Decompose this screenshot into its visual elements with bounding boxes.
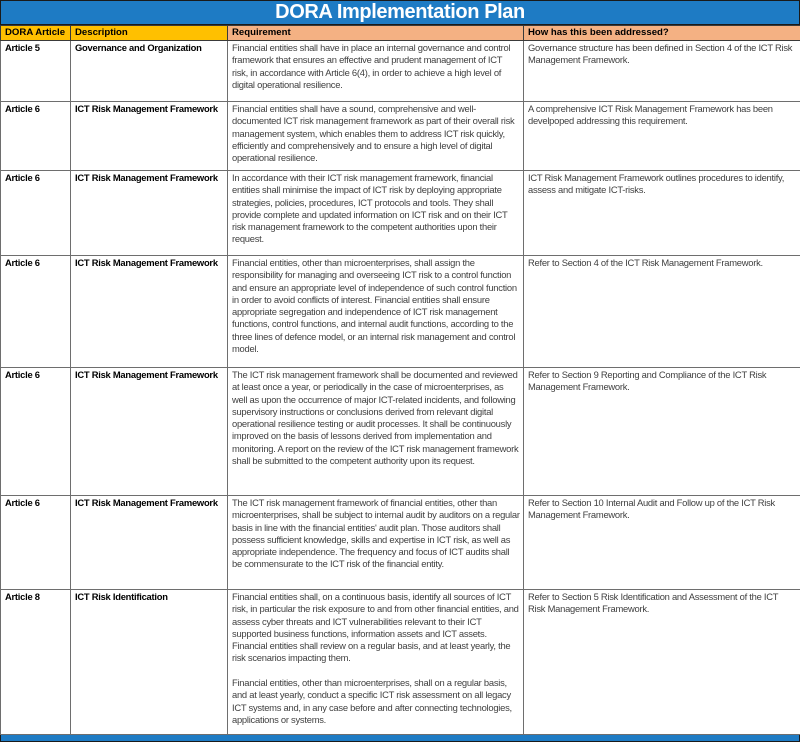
title-bar bbox=[0, 0, 800, 25]
paragraph: ICT Risk Management Framework bbox=[75, 257, 224, 269]
requirement-cell bbox=[228, 171, 524, 256]
paragraph: Governance structure has been defined in Section 4 of the ICT Risk Management Framework. bbox=[528, 42, 797, 67]
paragraph: Refer to Section 5 Risk Identification and Assessment of the ICT Risk Management Framework. bbox=[528, 591, 797, 616]
description-cell bbox=[71, 590, 228, 735]
col-header-article: DORA Article bbox=[1, 26, 71, 41]
addressed-cell bbox=[524, 368, 800, 496]
table-row bbox=[1, 256, 800, 368]
paragraph: ICT Risk Management Framework bbox=[75, 172, 224, 184]
table-row bbox=[1, 590, 800, 735]
table-body bbox=[1, 41, 800, 735]
paragraph: A comprehensive ICT Risk Management Framework has been develpoped addressing this requirement. bbox=[528, 103, 797, 128]
description-cell bbox=[71, 496, 228, 590]
table-row bbox=[1, 41, 800, 102]
requirement-cell bbox=[228, 256, 524, 368]
paragraph: Governance and Organization bbox=[75, 42, 224, 54]
addressed-cell bbox=[524, 496, 800, 590]
addressed-cell bbox=[524, 590, 800, 735]
requirement-cell bbox=[228, 102, 524, 171]
paragraph: Article 5 bbox=[5, 42, 67, 54]
paragraph: Article 6 bbox=[5, 257, 67, 269]
table-header-row bbox=[1, 26, 800, 41]
description-cell bbox=[71, 368, 228, 496]
table-row bbox=[1, 368, 800, 496]
page-title: DORA Implementation Plan bbox=[275, 1, 525, 24]
paragraph: Article 6 bbox=[5, 497, 67, 509]
paragraph: Article 8 bbox=[5, 591, 67, 603]
paragraph: Financial entities shall have in place an internal governance and control framework that ensures an effective and prudent management of ICT risk, in accordance with Article 6(4), in order to achieve a high level of digital operational resilience. bbox=[232, 42, 520, 91]
paragraph: Article 6 bbox=[5, 103, 67, 115]
table-row bbox=[1, 102, 800, 171]
addressed-cell bbox=[524, 171, 800, 256]
paragraph: ICT Risk Management Framework bbox=[75, 369, 224, 381]
paragraph: In accordance with their ICT risk management framework, financial entities shall minimise the impact of ICT risk by deploying appropriate strategies, policies, procedures, ICT protocols and tools. They shall provide complete and updated information on ICT risk and on their ICT risk management framework to the competent authorities upon their request. bbox=[232, 172, 520, 246]
paragraph: Financial entities, other than microenterprises, shall on a regular basis, and at least yearly, conduct a specific ICT risk assessment on all legacy ICT systems and, in any case before and after connecting technologies, applications or systems. bbox=[232, 677, 520, 726]
requirement-cell bbox=[228, 368, 524, 496]
paragraph: Financial entities shall, on a continuous basis, identify all sources of ICT risk, in particular the risk exposure to and from other financial entities, and assess cyber threats and ICT vulnerabilities relevant to their ICT supported business functions, information assets and ICT assets. Financial entities shall review on a regular basis, and at least yearly, the risk scenarios impacting them. bbox=[232, 591, 520, 665]
article-cell bbox=[1, 496, 71, 590]
col-header-addressed: How has this been addressed? bbox=[524, 26, 800, 41]
description-cell bbox=[71, 102, 228, 171]
paragraph: Financial entities, other than microenterprises, shall assign the responsibility for managing and overseeing ICT risk to a control function and ensure an appropriate level of independence of such control function in order to avoid conflicts of interest. Financial entities shall ensure appropriate segregation and independence of ICT risk management functions, control functions, and internal audit functions, according to the three lines of defence model, or an internal risk management and control model. bbox=[232, 257, 520, 355]
paragraph: Refer to Section 9 Reporting and Compliance of the ICT Risk Management Framework. bbox=[528, 369, 797, 394]
article-cell bbox=[1, 590, 71, 735]
col-header-requirement: Requirement bbox=[228, 26, 524, 41]
col-header-description: Description bbox=[71, 26, 228, 41]
paragraph: ICT Risk Management Framework bbox=[75, 497, 224, 509]
dora-table bbox=[0, 25, 800, 735]
paragraph: Refer to Section 10 Internal Audit and Follow up of the ICT Risk Management Framework. bbox=[528, 497, 797, 522]
addressed-cell bbox=[524, 102, 800, 171]
article-cell bbox=[1, 102, 71, 171]
paragraph: Refer to Section 4 of the ICT Risk Management Framework. bbox=[528, 257, 797, 269]
paragraph: Article 6 bbox=[5, 369, 67, 381]
requirement-cell bbox=[228, 590, 524, 735]
addressed-cell bbox=[524, 256, 800, 368]
paragraph: The ICT risk management framework of financial entities, other than microenterprises, shall be subject to internal audit by auditors on a regular basis in line with the financial entities' audit plan. Those auditors shall possess sufficient knowledge, skills and expertise in ICT risk, as well as appropriate independence. The frequency and focus of ICT audits shall be commensurate to the ICT risk of the financial entity. bbox=[232, 497, 520, 571]
paragraph: ICT Risk Identification bbox=[75, 591, 224, 603]
table-row bbox=[1, 171, 800, 256]
article-cell bbox=[1, 41, 71, 102]
addressed-cell bbox=[524, 41, 800, 102]
paragraph: ICT Risk Management Framework outlines procedures to identify, assess and mitigate ICT-risks. bbox=[528, 172, 797, 197]
description-cell bbox=[71, 41, 228, 102]
paragraph: The ICT risk management framework shall be documented and reviewed at least once a year, or periodically in the case of microenterprises, as well as upon the occurrence of major ICT-related incidents, and following supervisory instructions or conclusions derived from relevant digital operational resilience testing or audit processes. It shall be continuously improved on the basis of lessons derived from implementation and monitoring. A report on the review of the ICT risk management framework shall be submitted to the competent authority upon its request. bbox=[232, 369, 520, 467]
article-cell bbox=[1, 368, 71, 496]
paragraph: Article 6 bbox=[5, 172, 67, 184]
article-cell bbox=[1, 256, 71, 368]
paragraph: Financial entities shall have a sound, comprehensive and well-documented ICT risk management framework as part of their overall risk management system, which enables them to address ICT risk quickly, efficiently and comprehensively and to ensure a high level of digital operational resilience. bbox=[232, 103, 520, 164]
description-cell bbox=[71, 171, 228, 256]
requirement-cell bbox=[228, 496, 524, 590]
table-row bbox=[1, 496, 800, 590]
description-cell bbox=[71, 256, 228, 368]
paragraph: ICT Risk Management Framework bbox=[75, 103, 224, 115]
requirement-cell bbox=[228, 41, 524, 102]
article-cell bbox=[1, 171, 71, 256]
